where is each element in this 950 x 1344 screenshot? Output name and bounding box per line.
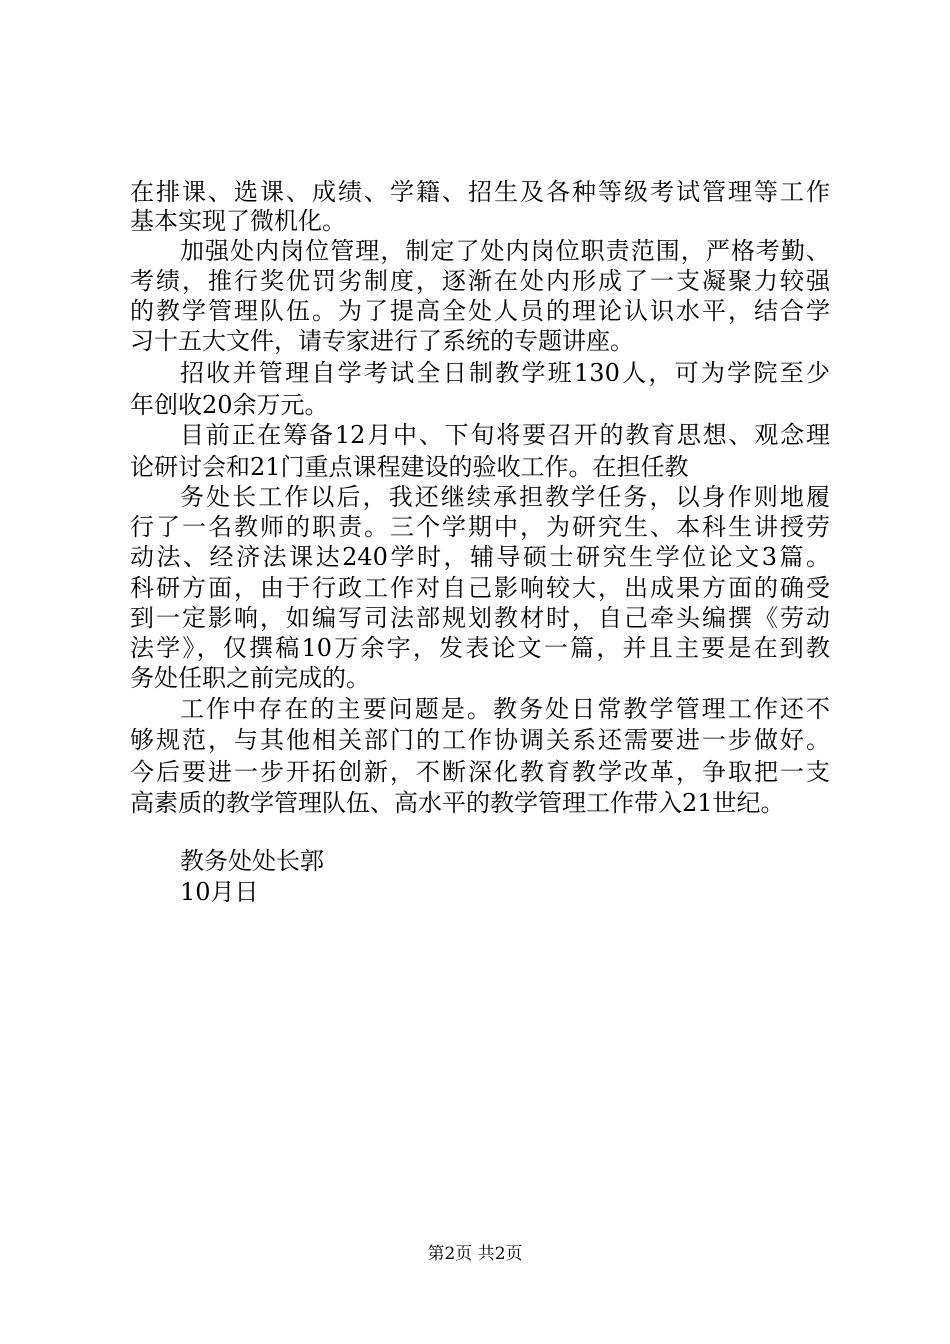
body-line: 动法、经济法课达240学时，辅导硕士研究生学位论文3篇。 [130, 543, 830, 571]
body-line: 的教学管理队伍。为了提高全处人员的理论认识水平，结合学 [130, 297, 830, 325]
body-line: 习十五大文件，请专家进行了系统的专题讲座。 [130, 327, 634, 355]
body-line: 基本实现了微机化。 [130, 207, 346, 235]
body-line: 到一定影响，如编写司法部规划教材时，自己牵头编撰《劳动 [130, 604, 830, 632]
paragraph-start-line: 招收并管理自学考试全日制教学班130人，可为学院至少 [180, 359, 830, 387]
paragraph-start-line: 目前正在筹备12月中、下旬将要召开的教育思想、观念理 [180, 421, 830, 449]
body-line: 今后要进一步开拓创新，不断深化教育教学改革，争取把一支 [130, 758, 830, 786]
page-number-footer: 第2页 共2页 [427, 1244, 523, 1264]
body-line: 法学》，仅撰稿10万余字，发表论文一篇，并且主要是在到教 [130, 634, 830, 662]
signature-title: 教务处处长郭 [180, 847, 324, 875]
paragraph-start-line: 工作中存在的主要问题是。教务处日常教学管理工作还不 [180, 695, 830, 723]
body-line: 论研讨会和21门重点课程建设的验收工作。在担任教 [130, 453, 689, 481]
paragraph-start-line: 加强处内岗位管理，制定了处内岗位职责范围，严格考勤、 [180, 237, 830, 265]
body-line: 在排课、选课、成绩、学籍、招生及各种等级考试管理等工作 [130, 178, 830, 206]
body-line: 考绩，推行奖优罚劣制度，逐渐在处内形成了一支凝聚力较强 [130, 267, 830, 295]
body-line: 够规范，与其他相关部门的工作协调关系还需要进一步做好。 [130, 726, 830, 754]
body-line: 高素质的教学管理队伍、高水平的教学管理工作带入21世纪。 [130, 789, 785, 817]
body-line: 行了一名教师的职责。三个学期中，为研究生、本科生讲授劳 [130, 513, 830, 541]
body-line: 年创收20余万元。 [130, 391, 329, 419]
body-line: 务处任职之前完成的。 [130, 664, 370, 692]
signature-date: 10月日 [180, 878, 259, 906]
paragraph-start-line: 务处长工作以后，我还继续承担教学任务，以身作则地履 [180, 483, 830, 511]
body-line: 科研方面，由于行政工作对自己影响较大，出成果方面的确受 [130, 574, 830, 602]
